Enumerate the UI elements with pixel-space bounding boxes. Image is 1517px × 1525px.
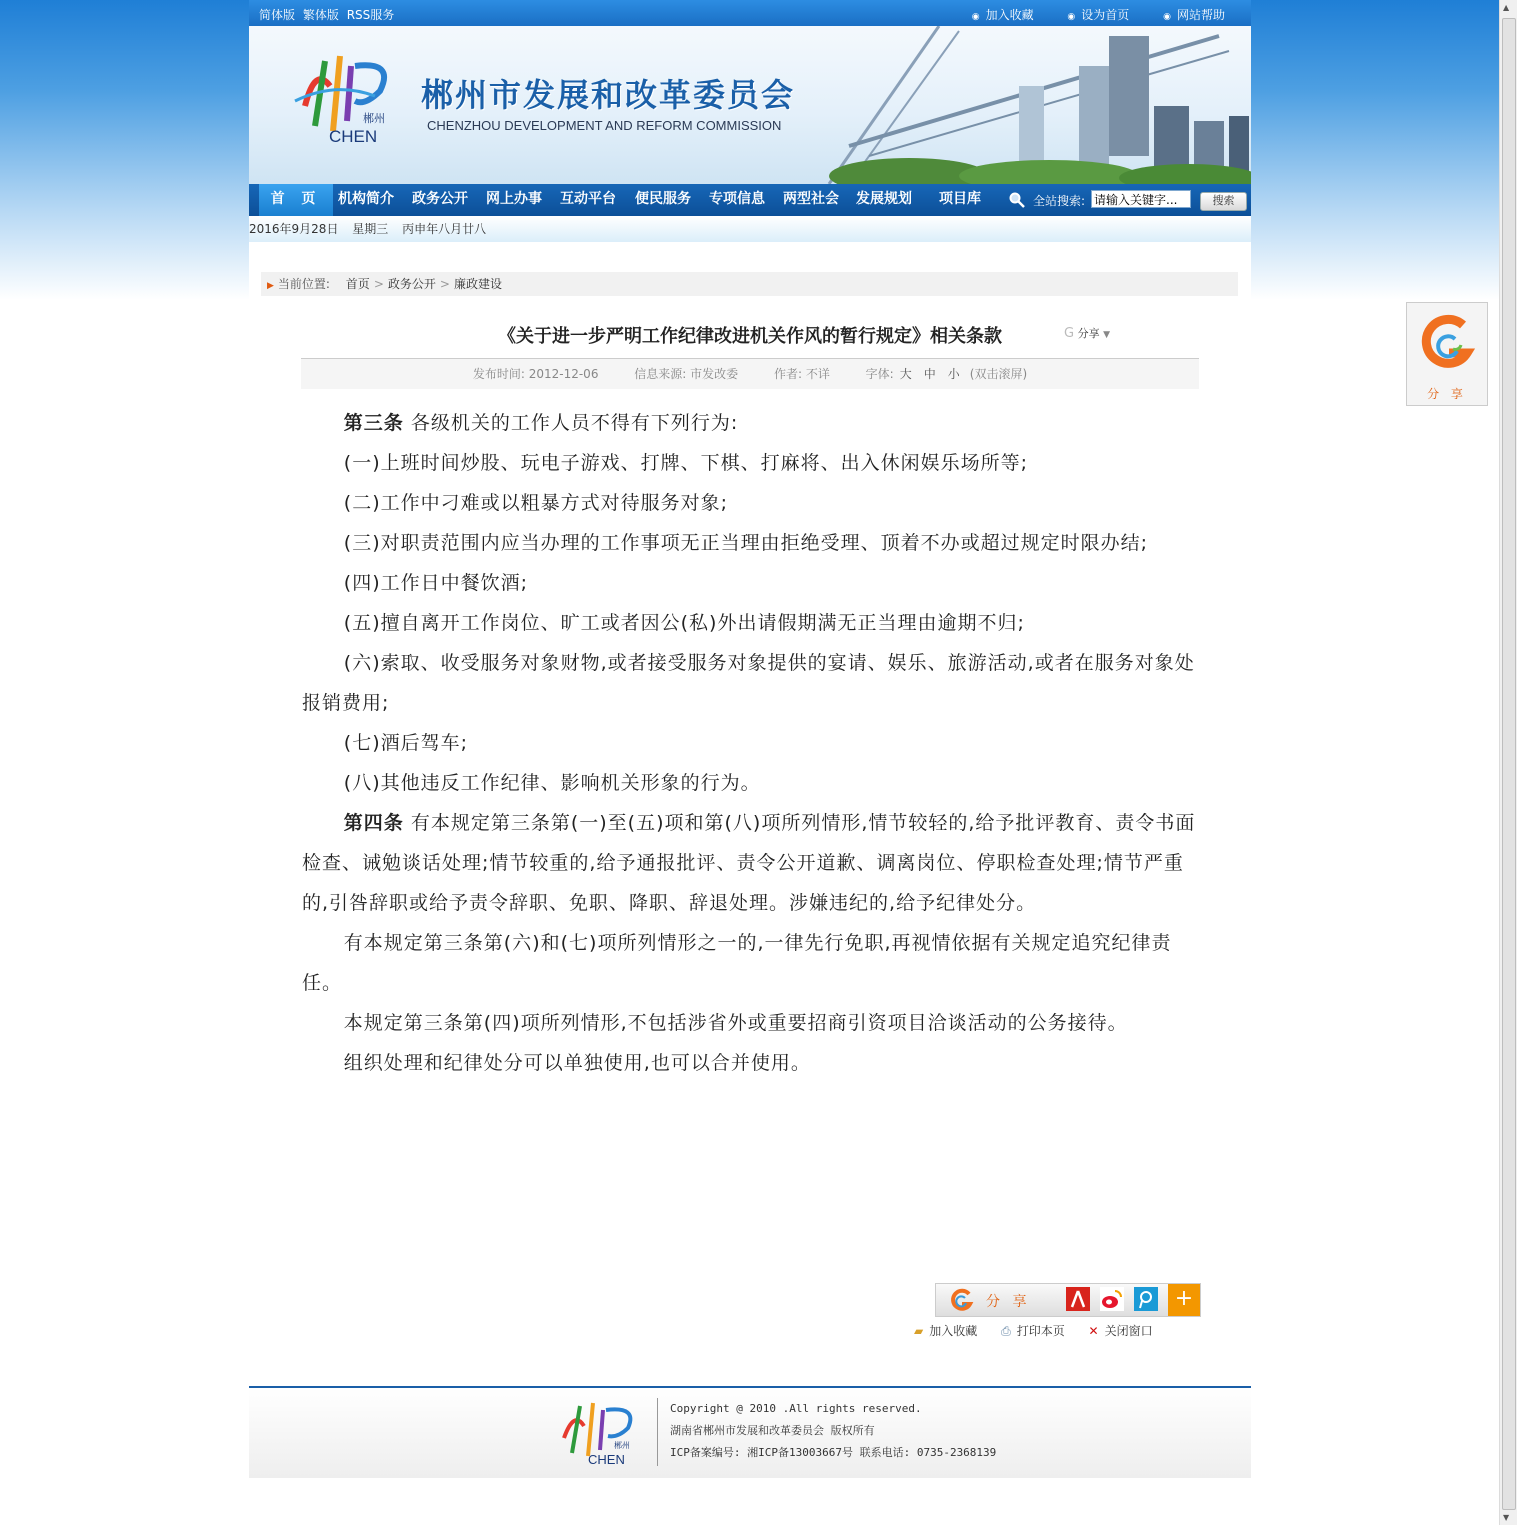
renren-icon[interactable] xyxy=(1066,1287,1090,1311)
search-label: 全站搜索: xyxy=(1033,194,1086,208)
main-nav xyxy=(249,184,1251,216)
floating-share-button[interactable] xyxy=(1406,302,1488,406)
site-help-link[interactable]: ◉ 网站帮助 xyxy=(1163,8,1225,22)
paragraph: (八)其他违反工作纪律、影响机关形象的行为。 xyxy=(343,772,761,794)
paragraph: 有本规定第三条第(六)和(七)项所列情形之一的,一律先行免职,再视情依据有关规定追究纪律责任。 xyxy=(302,932,1172,994)
close-window-button[interactable]: ✕ 关闭窗口 xyxy=(1088,1324,1153,1338)
breadcrumb-label: 当前位置: xyxy=(277,277,330,291)
more-share-button[interactable]: + xyxy=(1168,1284,1200,1316)
nav-projects[interactable]: 项目库 xyxy=(939,191,981,207)
add-favorite-link[interactable]: ◉ 加入收藏 xyxy=(971,8,1034,22)
simplified-link[interactable]: 简体版 xyxy=(259,8,296,22)
bullet-icon: ◉ xyxy=(1163,12,1171,22)
bullet-icon: ◉ xyxy=(971,12,980,22)
copyright: Copyright @ 2010 .All rights reserved. xyxy=(670,1402,922,1415)
font-size-label: 字体: xyxy=(865,367,894,381)
article-clause: 第四条 xyxy=(343,812,404,834)
skyline-illustration xyxy=(789,26,1251,184)
font-large-button[interactable]: 大 xyxy=(899,367,912,381)
set-homepage-link[interactable]: ◉ 设为首页 xyxy=(1067,8,1130,22)
breadcrumb-home[interactable]: 首页 xyxy=(345,277,370,291)
share-label: 分享 xyxy=(1077,327,1100,340)
search-button[interactable]: 搜索 xyxy=(1200,192,1247,211)
site-owner: 湖南省郴州市发展和改革委员会 版权所有 xyxy=(670,1424,875,1437)
vertical-scrollbar[interactable] xyxy=(1499,0,1517,1525)
font-small-button[interactable]: 小 xyxy=(947,367,960,381)
header-banner xyxy=(249,26,1251,184)
icp-info: ICP备案编号: 湘ICP备13003667号 联系电话: 0735-2368139 xyxy=(670,1446,997,1459)
share-bar xyxy=(935,1283,1201,1317)
folder-icon: ▰ xyxy=(914,1324,924,1338)
nav-public-services[interactable]: 便民服务 xyxy=(635,191,691,207)
footer xyxy=(249,1388,1251,1478)
paragraph: 第四条 有本规定第三条第(一)至(五)项和第(八)项所列情形,情节较轻的,给予批评教育、责令书面检查、诫勉谈话处理;情节较重的,给予通报批评、责令公开道歉、调离岗位、停职检查处理;情节严重的,引咎辞职或给予责令辞职、免职、降职、辞退处理。涉嫌违纪的,给予纪律处分。 xyxy=(302,812,1196,914)
weibo-icon[interactable] xyxy=(1100,1287,1124,1311)
scrollbar-thumb[interactable] xyxy=(1502,18,1516,1510)
share-logo-icon[interactable] xyxy=(950,1288,974,1312)
site-title: 郴州市发展和改革委员会 xyxy=(421,76,796,114)
breadcrumb-current[interactable]: 廉政建设 xyxy=(453,277,502,291)
paragraph: (五)擅自离开工作岗位、旷工或者因公(私)外出请假期满无正当理由逾期不归; xyxy=(343,612,1025,634)
paragraph: (七)酒后驾车; xyxy=(343,732,469,754)
paragraph: (六)索取、收受服务对象财物,或者接受服务对象提供的宴请、娱乐、旅游活动,或者在服务对象处报销费用; xyxy=(302,652,1195,714)
logo-en-text: CHEN xyxy=(329,127,378,146)
page-container xyxy=(249,0,1251,1525)
tencent-weibo-icon[interactable] xyxy=(1134,1287,1158,1311)
scroll-up-icon[interactable]: ▲ xyxy=(1503,3,1510,12)
chen-logo xyxy=(285,46,405,146)
nav-planning[interactable]: 发展规划 xyxy=(856,191,912,207)
paragraph: 组织处理和纪律处分可以单独使用,也可以合并使用。 xyxy=(343,1052,811,1074)
traditional-link[interactable]: 繁体版 xyxy=(302,8,339,22)
rss-link[interactable]: RSS服务 xyxy=(346,8,395,22)
nav-about[interactable]: 机构简介 xyxy=(338,191,394,207)
nav-special-info[interactable]: 专项信息 xyxy=(709,191,765,207)
paragraph: (三)对职责范围内应当办理的工作事项无正当理由拒绝受理、顶着不办或超过规定时限办结; xyxy=(343,532,1149,554)
site-subtitle: CHENZHOU DEVELOPMENT AND REFORM COMMISSION xyxy=(427,118,782,133)
arrow-icon: ▶ xyxy=(267,281,274,291)
lunar-date: 丙申年八月廿八 xyxy=(402,222,487,236)
article-title: 《关于进一步严明工作纪律改进机关作风的暂行规定》相关条款 xyxy=(498,326,1002,347)
share-bar-label: 分 享 xyxy=(986,1294,1031,1310)
paragraph: 本规定第三条第(四)项所列情形,不包括涉省外或重要招商引资项目洽谈活动的公务接待。 xyxy=(343,1012,1128,1034)
search-icon xyxy=(1009,192,1025,208)
chevron-down-icon: ▼ xyxy=(1103,330,1110,340)
paragraph: (一)上班时间炒股、玩电子游戏、打牌、下棋、打麻将、出入休闲娱乐场所等; xyxy=(343,452,1029,474)
nav-home[interactable]: 首 页 xyxy=(259,184,333,216)
date-bar xyxy=(249,216,1251,242)
author: 作者: 不详 xyxy=(773,367,830,381)
top-links-left xyxy=(259,6,398,23)
article-tools xyxy=(914,1322,1173,1339)
chevron-right-icon: > xyxy=(373,277,384,291)
info-source: 信息来源: 市发改委 xyxy=(634,367,739,381)
footer-logo xyxy=(552,1398,652,1468)
current-date: 2016年9月28日 xyxy=(249,222,339,236)
nav-two-oriented[interactable]: 两型社会 xyxy=(783,191,839,207)
footer-logo-cn: 郴州 xyxy=(614,1441,630,1450)
paragraph: (二)工作中刁难或以粗暴方式对待服务对象; xyxy=(343,492,729,514)
share-logo-icon xyxy=(1419,309,1475,379)
floating-share-label: 分 享 xyxy=(1427,387,1467,401)
nav-gov-affairs[interactable]: 政务公开 xyxy=(412,191,468,207)
scroll-down-icon[interactable]: ▼ xyxy=(1503,1513,1510,1522)
scroll-hint: (双击滚屏) xyxy=(969,367,1028,381)
publish-time: 发布时间: 2012-12-06 xyxy=(472,367,599,381)
paragraph: 第三条 各级机关的工作人员不得有下列行为: xyxy=(343,412,739,434)
printer-icon: ⎙ xyxy=(1001,1324,1011,1338)
logo-cn-text: 郴州 xyxy=(363,112,385,125)
share-dropdown[interactable] xyxy=(1064,325,1110,341)
article-clause: 第三条 xyxy=(343,412,404,434)
footer-separator xyxy=(657,1398,658,1466)
close-icon: ✕ xyxy=(1088,1324,1099,1338)
search-input[interactable] xyxy=(1091,190,1191,208)
article-body xyxy=(302,403,1199,1083)
footer-text xyxy=(670,1398,996,1464)
breadcrumb xyxy=(261,272,1238,296)
font-medium-button[interactable]: 中 xyxy=(923,367,936,381)
print-button[interactable]: ⎙ 打印本页 xyxy=(1001,1324,1065,1338)
breadcrumb-gov-affairs[interactable]: 政务公开 xyxy=(387,277,436,291)
chevron-right-icon: > xyxy=(439,277,450,291)
paragraph: (四)工作日中餐饮酒; xyxy=(343,572,529,594)
add-favorite-button[interactable]: ▰ 加入收藏 xyxy=(914,1324,978,1338)
nav-online-services[interactable]: 网上办事 xyxy=(486,191,542,207)
article-meta xyxy=(301,358,1199,389)
share-logo-icon: G xyxy=(1064,326,1075,341)
current-weekday: 星期三 xyxy=(352,222,389,236)
top-bar xyxy=(249,0,1251,26)
footer-logo-en: CHEN xyxy=(588,1452,625,1467)
top-links-right xyxy=(942,6,1225,23)
bullet-icon: ◉ xyxy=(1067,12,1076,22)
nav-interaction[interactable]: 互动平台 xyxy=(560,191,616,207)
